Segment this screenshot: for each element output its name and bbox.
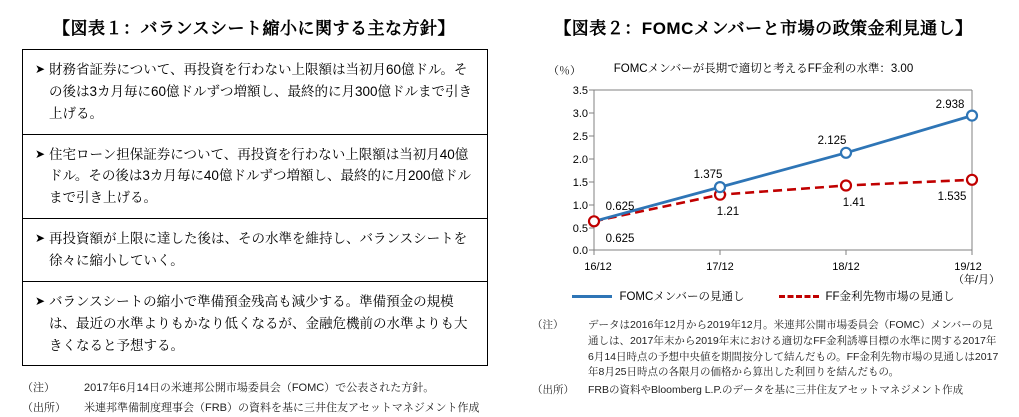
- arrow-bullet-icon: ➤: [34, 293, 46, 308]
- note-label: （注）: [22, 382, 55, 395]
- note-line: [22, 380, 486, 397]
- data-label-fomc-3: 2.938: [935, 99, 965, 111]
- policy-item-text: 財務省証券について、再投資を行わない上限額は当初月60億ドル。その後は3カ月毎に60億ドルずつ増額し、最終的に月300億ドルまで引き上げる。: [49, 62, 473, 121]
- legend-line-icon: [572, 295, 612, 298]
- arrow-bullet-icon: ➤: [34, 231, 46, 246]
- svg-text:0.0: 0.0: [572, 245, 588, 257]
- data-label-ff-2: 1.41: [842, 197, 866, 209]
- policy-item-text: 住宅ローン担保証券について、再投資を行わない上限額は当初月40億ドル。その後は3カ月毎に40億ドルずつ増額し、最終的に月200億ドルまで引き上げる。: [49, 146, 471, 206]
- right-panel-title: 【図表２：FOMCメンバーと市場の政策金利見通し】: [554, 19, 973, 38]
- arrow-bullet-icon: ➤: [34, 62, 46, 76]
- legend-item-ff-futures: [779, 288, 955, 304]
- svg-text:2.0: 2.0: [572, 154, 588, 166]
- svg-text:1.5: 1.5: [572, 177, 588, 189]
- left-panel-title: 【図表１：バランスシート縮小に関する主な方針】: [53, 19, 455, 38]
- policy-bullet-table: [22, 49, 488, 366]
- data-label-ff-3: 1.535: [937, 191, 967, 203]
- note-label: （出所）: [22, 401, 66, 414]
- legend-item-fomc-member: [572, 288, 744, 304]
- chart-svg: [532, 82, 1002, 287]
- data-label-ff-0: 0.625: [605, 233, 635, 245]
- data-label-fomc-1: 1.375: [693, 169, 723, 181]
- svg-text:17/12: 17/12: [706, 261, 734, 273]
- note-body: 2017年6月14日の米連邦公開市場委員会（FOMC）で公表された方針。: [84, 382, 435, 395]
- table-row: [23, 282, 487, 366]
- table-row: [23, 219, 487, 282]
- svg-text:16/12: 16/12: [584, 261, 612, 273]
- svg-text:3.5: 3.5: [572, 85, 588, 97]
- y-axis-unit-label: （％）: [548, 65, 581, 77]
- svg-text:2.5: 2.5: [572, 131, 588, 143]
- note-body: 米連邦準備制度理事会（FRB）の資料を基に三井住友アセットマネジメント作成: [84, 401, 480, 414]
- chart-caption: FOMCメンバーが長期で適切と考えるFF金利の水準：3.00: [613, 63, 914, 75]
- note-label: （注）: [532, 319, 564, 331]
- data-label-fomc-0: 0.625: [605, 201, 635, 213]
- right-notes: [532, 318, 1002, 401]
- note-body: FRBの資料やBloomberg L.P.のデータを基に三井住友アセットマネジメント作成: [588, 384, 964, 396]
- left-notes: [22, 380, 486, 416]
- note-body: データは2016年12月から2019年12月。米連邦公開市場委員会（FOMC）メンバーの見通しは、2017年末から2019年末における適切なFF金利誘導目標の水準に関する2017年6月14日時点の予想中央値を期間按分して結んだもの。FF金利先物市場の見通しは2017年8月25日時点の各限月の価格から算出した利回りを結んだもの。: [588, 319, 999, 379]
- svg-text:1.0: 1.0: [572, 200, 588, 212]
- legend-label: FOMCメンバーの見通し: [619, 291, 745, 303]
- legend-dashed-line-icon: [779, 295, 819, 298]
- note-line: [532, 318, 1002, 381]
- panel-rate-outlook: [508, 0, 1019, 409]
- svg-text:3.0: 3.0: [572, 108, 588, 120]
- panel-policy-summary: [0, 0, 508, 414]
- rate-outlook-chart: [532, 82, 1002, 287]
- note-line: [532, 383, 1002, 399]
- data-label-ff-1: 1.21: [716, 206, 740, 218]
- table-row: [23, 50, 487, 135]
- legend-label: FF金利先物市場の見通し: [825, 291, 955, 303]
- arrow-bullet-icon: ➤: [34, 146, 46, 161]
- x-axis-unit-label: （年/月）: [952, 274, 1000, 286]
- data-label-fomc-2: 2.125: [817, 135, 847, 147]
- table-row: [23, 135, 487, 220]
- svg-text:19/12: 19/12: [954, 261, 982, 273]
- policy-item-text: 再投資額が上限に達した後は、その水準を維持し、バランスシートを徐々に縮小していく。: [49, 231, 468, 269]
- chart-legend: [508, 288, 1019, 304]
- note-line: [22, 400, 486, 417]
- policy-item-text: バランスシートの縮小で準備預金残高も減少する。準備預金の規模は、最近の水準よりもかなり低くなるが、金融危機前の水準よりも大きくなると予想する。: [49, 293, 468, 353]
- svg-text:0.5: 0.5: [572, 223, 588, 235]
- note-label: （出所）: [532, 384, 574, 396]
- svg-text:18/12: 18/12: [832, 261, 860, 273]
